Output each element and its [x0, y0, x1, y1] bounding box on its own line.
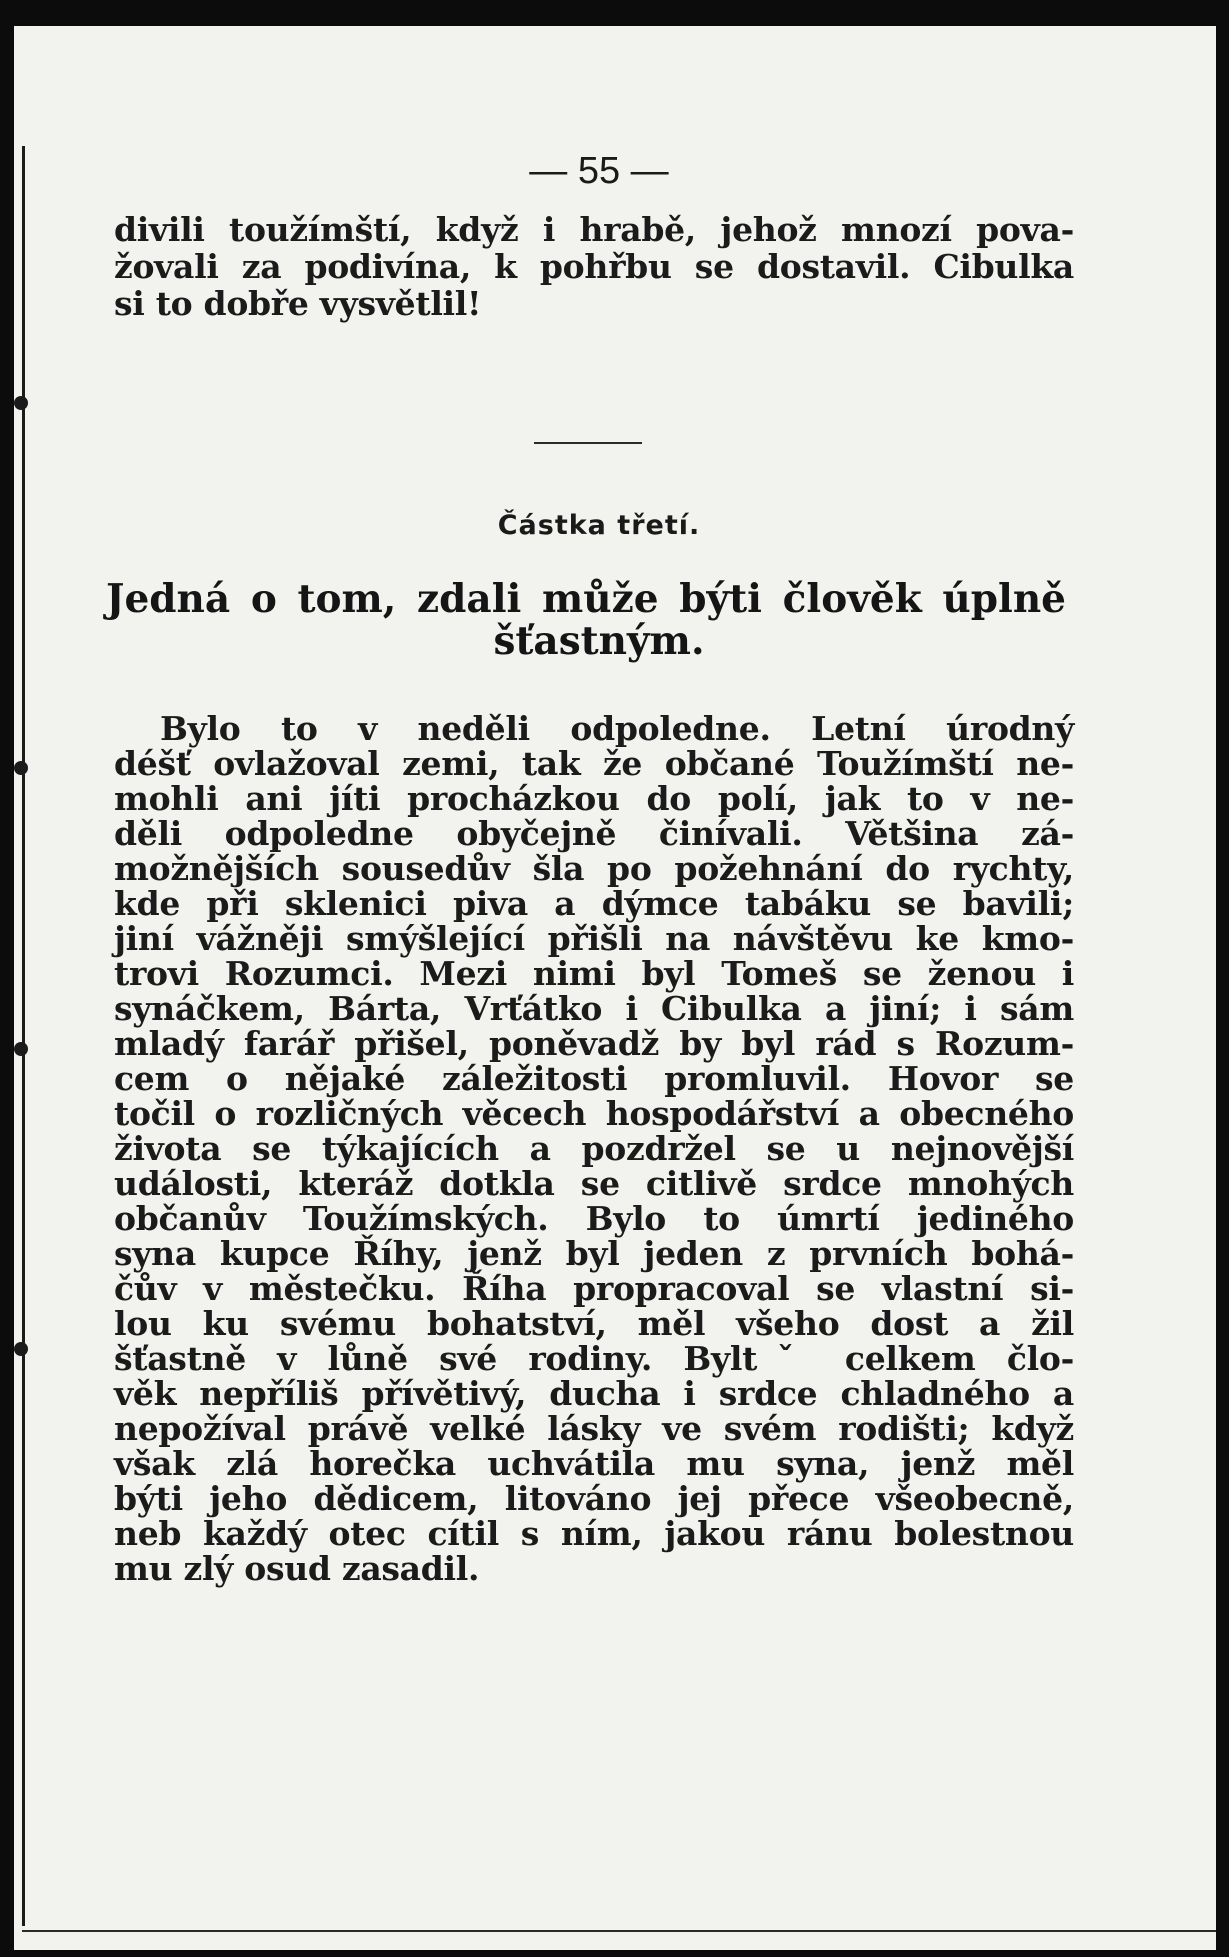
text-line: mohli ani jíti procházkou do polí, jak to v ne- [114, 779, 1074, 818]
text-line: šťastně v lůně své rodiny. Byltˇ celkem člo- [114, 1339, 1074, 1378]
text-line: jiní vážněji smýšlející přišli na návštěvu ke kmo- [114, 919, 1074, 958]
text-line: děli odpoledne obyčejně činívali. Většina zá- [114, 814, 1074, 853]
text-line: možnějších sousedův šla po požehnání do rychty, [114, 849, 1074, 888]
text-line: mu zlý osud zasadil. [114, 1549, 480, 1588]
text-line: nepožíval právě velké lásky ve svém rodišti; když [114, 1409, 1074, 1448]
text-line: syna kupce Říhy, jenž byl jeden z prvních bohá- [114, 1234, 1074, 1273]
margin-mark [14, 1042, 28, 1056]
text-line: déšť ovlažoval zemi, tak že občané Toužímští ne- [114, 744, 1074, 783]
chapter-title-line-2: šťastným. [493, 618, 705, 664]
text-line: čův v městečku. Říha propracoval se vlastní si- [114, 1269, 1074, 1308]
text-line: žovali za podivína, k pohřbu se dostavil. Cibulka [114, 247, 1074, 286]
section-divider [534, 442, 642, 444]
page-number: — 55 — [529, 150, 669, 192]
margin-mark [14, 761, 28, 775]
margin-mark [14, 1342, 28, 1356]
text-line: události, kteráž dotkla se citlivě srdce mnohých [114, 1164, 1074, 1203]
text-line: života se týkajících a pozdržel se u nejnovější [114, 1129, 1074, 1168]
part-label: Částka třetí. [497, 510, 701, 541]
text-line: občanův Toužímských. Bylo to úmrtí jediného [114, 1199, 1074, 1238]
text-line: věk nepříliš přívětivý, ducha i srdce chladného a [114, 1374, 1074, 1413]
text-line: si to dobře vysvětlil! [114, 284, 482, 323]
text-line: cem o nějaké záležitosti promluvil. Hovor se [114, 1059, 1074, 1098]
page-bottom-rule [22, 1930, 1216, 1932]
text-line: kde při sklenici piva a dýmce tabáku se bavili; [114, 884, 1074, 923]
text-line: divili toužímští, když i hrabě, jehož mnozí pova- [114, 210, 1074, 249]
text-line: neb každý otec cítil s ním, jakou ránu bolestnou [114, 1514, 1074, 1553]
text-line: Bylo to v neděli odpoledne. Letní úrodný [160, 709, 1074, 748]
text-line: synáčkem, Bárta, Vrťátko i Cibulka a jiní; i sám [114, 989, 1074, 1028]
text-line: býti jeho dědicem, litováno jej přece všeobecně, [114, 1479, 1074, 1518]
text-line: trovi Rozumci. Mezi nimi byl Tomeš se ženou i [114, 954, 1074, 993]
text-line: mladý farář přišel, poněvadž by byl rád s Rozum- [114, 1024, 1074, 1063]
text-line: lou ku svému bohatství, měl všeho dost a žil [114, 1304, 1074, 1343]
chapter-title-line-1: Jedná o tom, zdali může býti člověk úplně [106, 576, 1066, 622]
margin-mark [14, 396, 28, 410]
page-edge-rule [22, 146, 25, 1926]
text-line: točil o rozličných věcech hospodářství a obecného [114, 1094, 1074, 1133]
text-line: však zlá horečka uchvátila mu syna, jenž měl [114, 1444, 1074, 1483]
book-page [14, 26, 1216, 1950]
